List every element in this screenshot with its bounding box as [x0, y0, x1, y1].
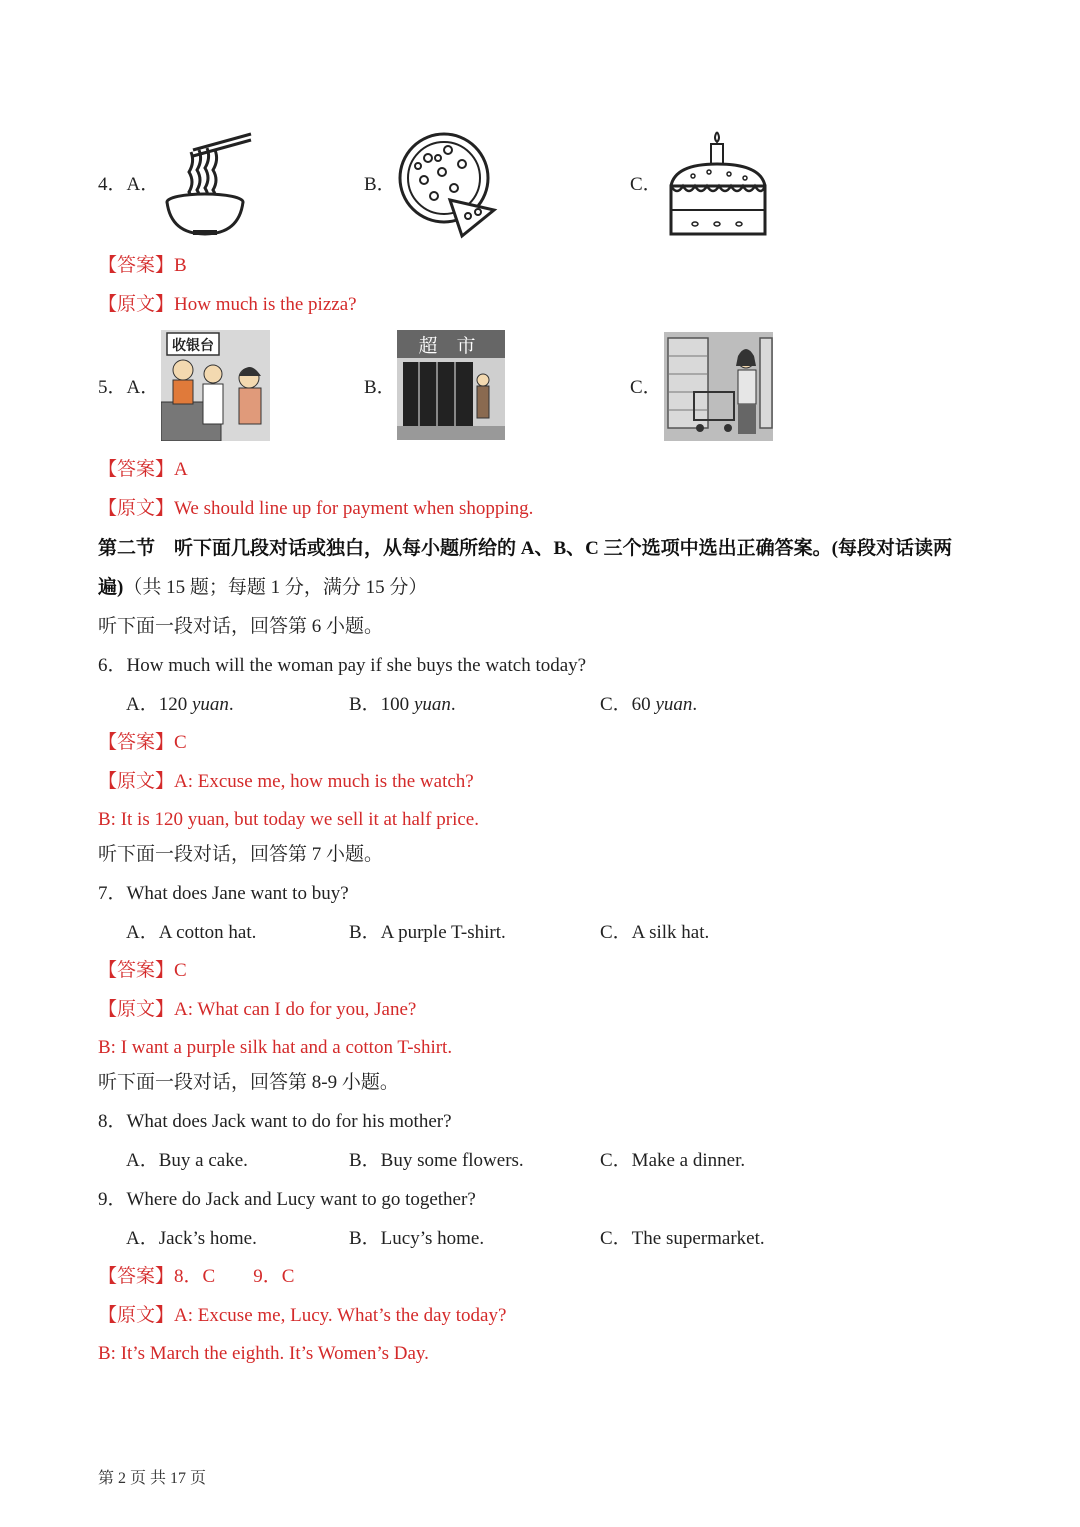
q6-answer: 【答案】C [98, 732, 187, 753]
q8-option-b: B．Buy some flowers. [349, 1150, 524, 1171]
q6-option-c: C．60 yuan. [600, 694, 698, 715]
q6-option-b: B．100 yuan. [349, 694, 456, 715]
q8-option-c: C．Make a dinner. [600, 1150, 746, 1171]
q8-stem: 8．What does Jack want to do for his mother? [98, 1111, 452, 1132]
q9-option-c: C．The supermarket. [600, 1228, 765, 1249]
q7-transcript-a: 【原文】A: What can I do for you, Jane? [98, 999, 417, 1020]
q7-option-c: C．A silk hat. [600, 922, 710, 943]
supermarket-image [397, 330, 505, 440]
q8-option-a: A．Buy a cake. [126, 1150, 248, 1171]
q7-option-a: A．A cotton hat. [126, 922, 257, 943]
cashier-sign: 收银台 [172, 338, 214, 354]
instruction-q7: 听下面一段对话，回答第 7 小题。 [98, 844, 384, 865]
q5-option-a-label: 5．A． [98, 377, 160, 398]
q9-stem: 9．Where do Jack and Lucy want to go together? [98, 1189, 476, 1210]
q5-transcript: 【原文】We should line up for payment when shopping. [98, 498, 534, 519]
q5-option-c-label: C． [630, 377, 662, 398]
q4-transcript: 【原文】How much is the pizza? [98, 294, 357, 315]
q7-answer: 【答案】C [98, 960, 187, 981]
q4-option-a-label: 4．A． [98, 174, 160, 195]
q6-stem: 6．How much will the woman pay if she buys the watch today? [98, 655, 587, 676]
supermarket-sign: 超 市 [418, 335, 476, 357]
page-footer: 第 2 页 共 17 页 [98, 1470, 207, 1487]
shopping-cart-image [664, 332, 773, 441]
section2-heading: 第二节 听下面几段对话或独白，从每小题所给的 A、B、C 三个选项中选出正确答案。(每段对话读两 [98, 538, 952, 559]
q7-transcript-b: B: I want a purple silk hat and a cotton T-shirt. [98, 1037, 453, 1058]
noodles-bowl-image [163, 130, 258, 238]
instruction-q8-9: 听下面一段对话，回答第 8-9 小题。 [98, 1072, 399, 1093]
q9-option-a: A．Jack’s home. [126, 1228, 257, 1249]
q6-transcript-a: 【原文】A: Excuse me, how much is the watch? [98, 771, 474, 792]
q6-option-a: A．120 yuan. [126, 694, 234, 715]
q8-9-answer: 【答案】8．C 9．C [98, 1266, 295, 1287]
q4-option-c-label: C． [630, 174, 662, 195]
q6-transcript-b: B: It is 120 yuan, but today we sell it at half price. [98, 809, 479, 830]
q4-option-b-label: B． [364, 174, 396, 195]
section2-heading-cont: 遍)（共 15 题；每题 1 分，满分 15 分） [98, 577, 428, 598]
q8-9-transcript-b: B: It’s March the eighth. It’s Women’s Day. [98, 1343, 429, 1364]
q7-option-b: B．A purple T-shirt. [349, 922, 506, 943]
q4-answer: 【答案】B [98, 255, 187, 276]
q5-answer: 【答案】A [98, 459, 188, 480]
q7-stem: 7．What does Jane want to buy? [98, 883, 349, 904]
q5-option-b-label: B． [364, 377, 396, 398]
q9-option-b: B．Lucy’s home. [349, 1228, 485, 1249]
instruction-q6: 听下面一段对话，回答第 6 小题。 [98, 616, 384, 637]
cashier-image [161, 330, 270, 441]
q8-9-transcript-a: 【原文】A: Excuse me, Lucy. What’s the day today? [98, 1305, 507, 1326]
pizza-image [398, 128, 498, 240]
birthday-cake-image [665, 128, 771, 240]
